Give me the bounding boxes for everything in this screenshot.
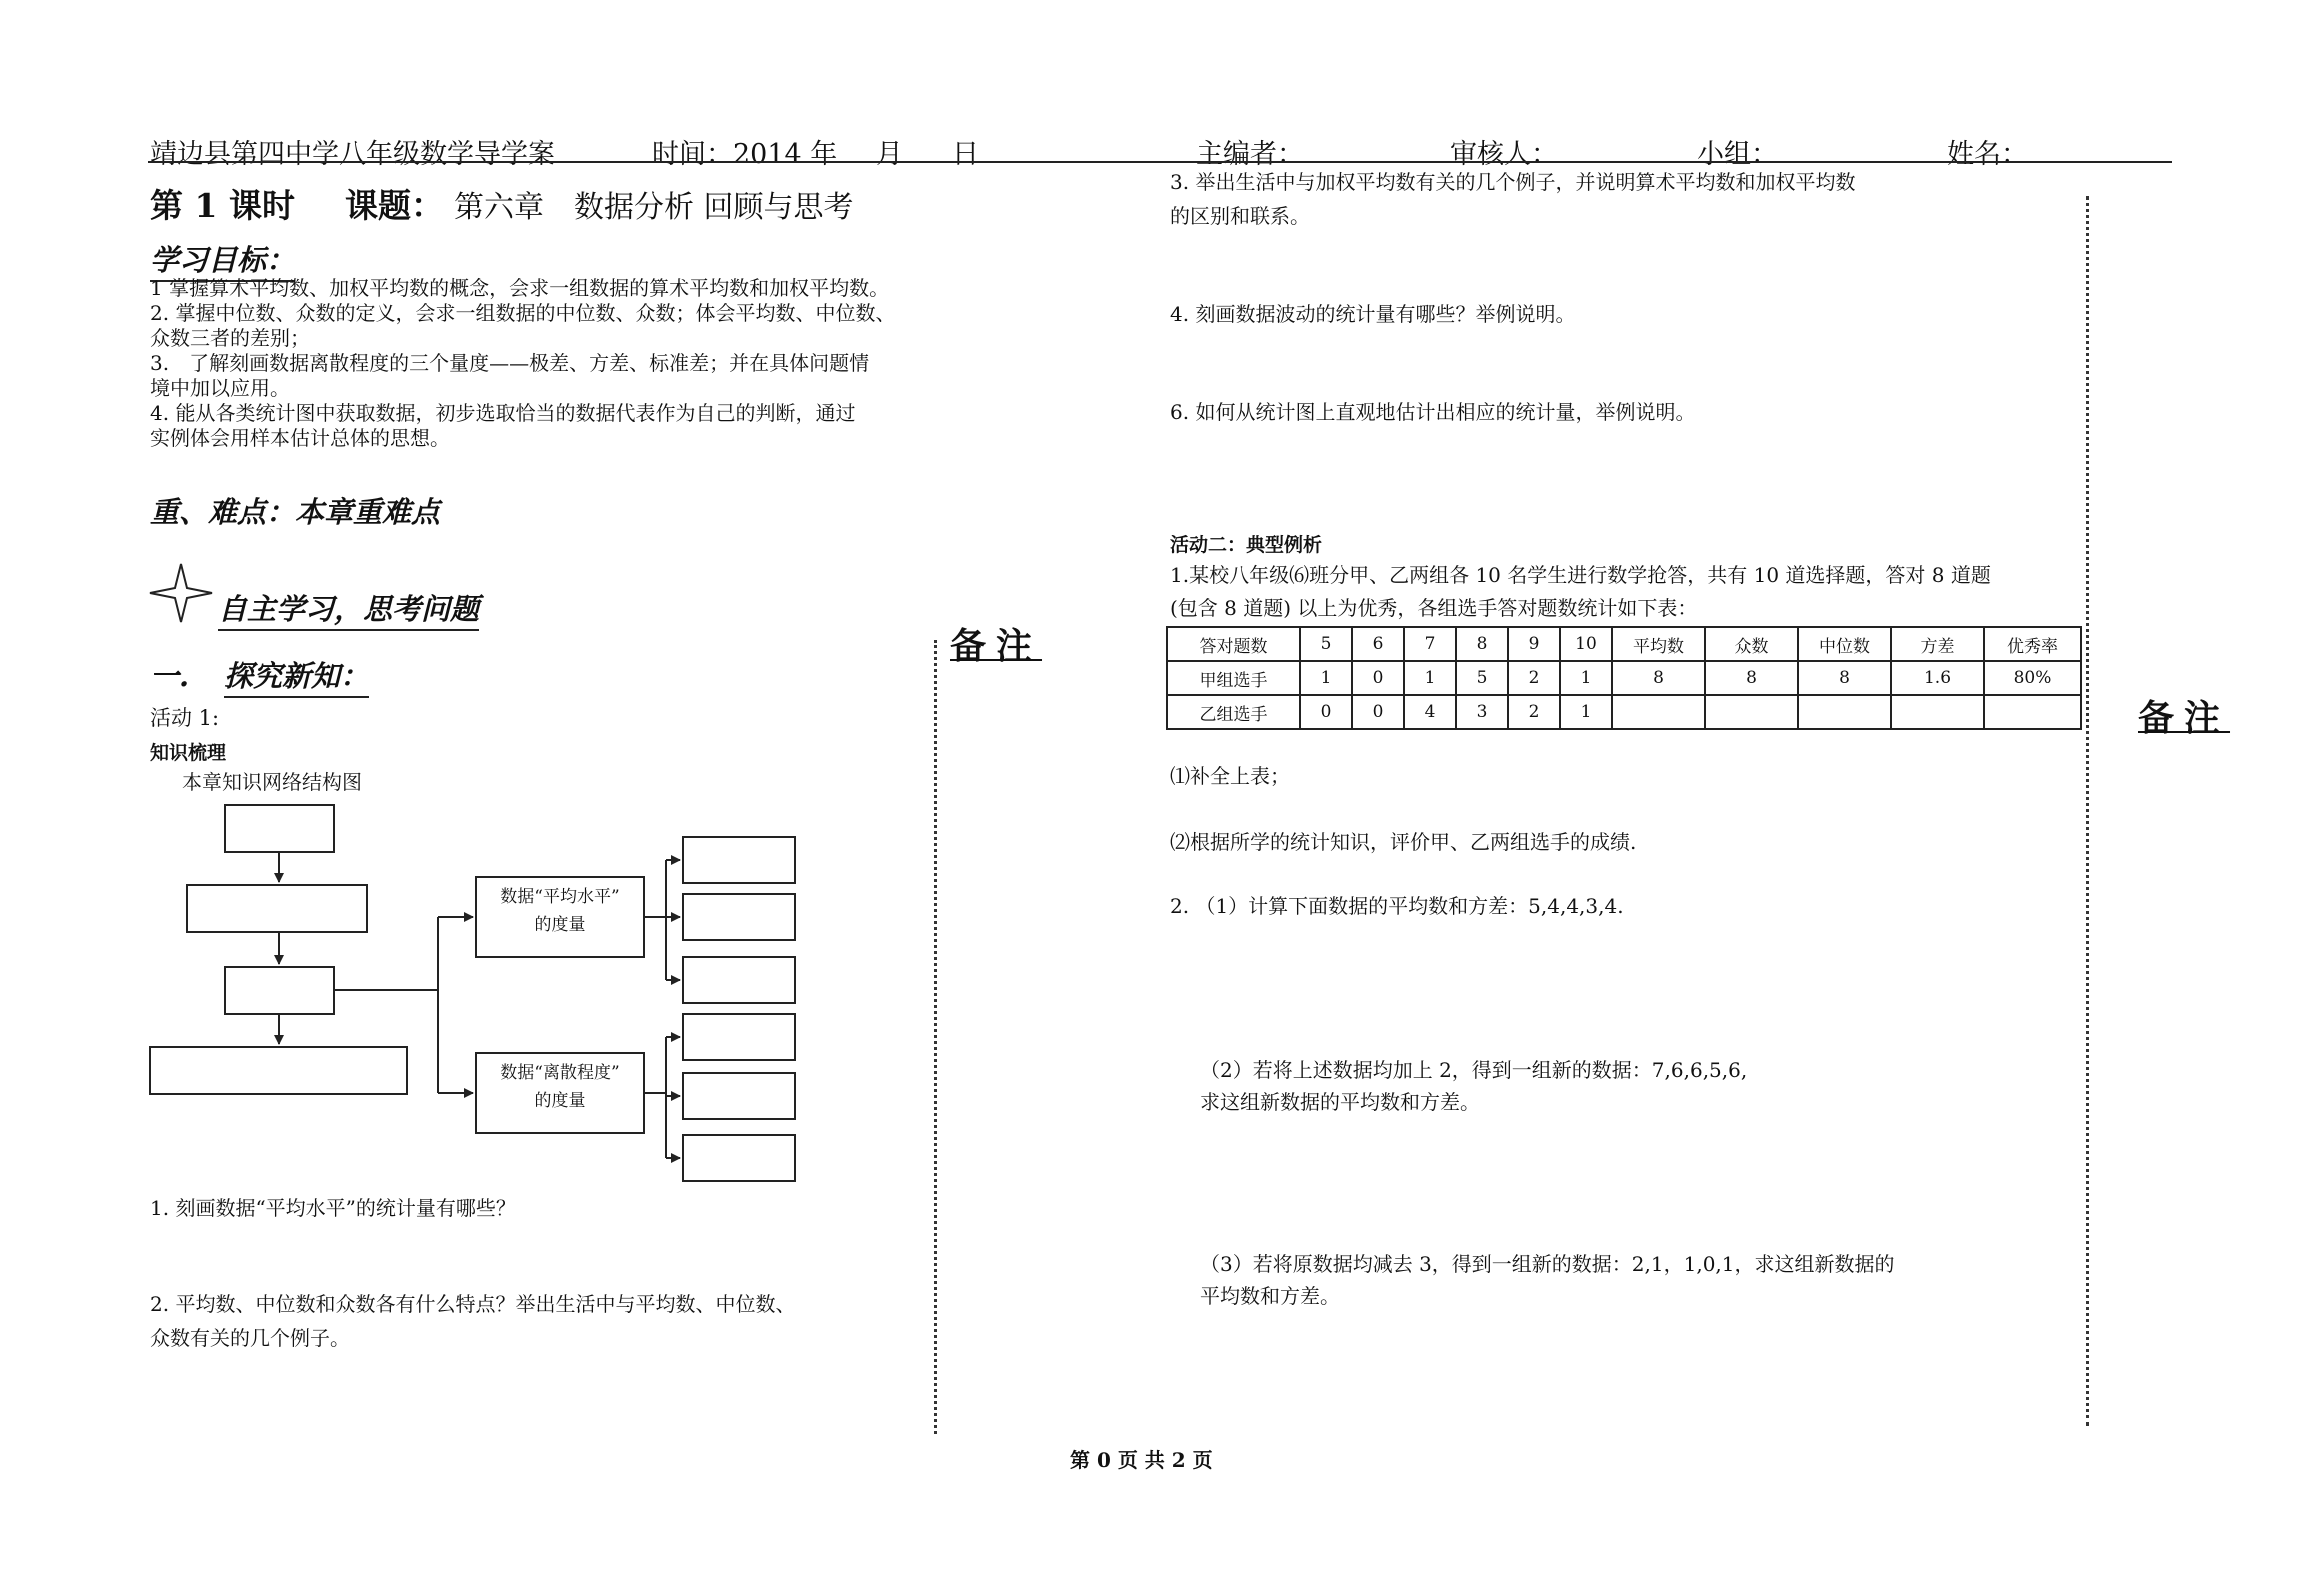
table-cell[interactable] xyxy=(1984,695,2081,729)
table-header-cell: 众数 xyxy=(1705,627,1798,661)
header-reviewer: 审核人： xyxy=(1450,139,1558,170)
table-cell: 80% xyxy=(1984,661,2081,695)
table-header-cell: 7 xyxy=(1404,627,1456,661)
objective-line: 4. 能从各类统计图中获取数据，初步选取恰当的数据代表作为自己的判断，通过 xyxy=(150,401,856,425)
table-header-cell: 答对题数 xyxy=(1167,627,1300,661)
table-cell: 1 xyxy=(1404,661,1456,695)
table-cell: 2 xyxy=(1508,661,1560,695)
score-table xyxy=(1166,626,2082,730)
remark-right: 备注 xyxy=(2138,697,2231,739)
table-header-cell: 优秀率 xyxy=(1984,627,2081,661)
table-header-cell: 5 xyxy=(1300,627,1352,661)
table-header-cell: 中位数 xyxy=(1798,627,1891,661)
table-cell[interactable] xyxy=(1891,695,1984,729)
problem-2-part2-line1: （2）若将上述数据均加上 2，得到一组新的数据：7,6,6,5,6, xyxy=(1200,1058,1748,1082)
table-cell: 1 xyxy=(1300,661,1352,695)
table-cell: 4 xyxy=(1404,695,1456,729)
sub-question-1: ⑴补全上表； xyxy=(1170,764,1290,788)
avg-level-line2: 的度量 xyxy=(534,915,586,935)
table-header-cell: 8 xyxy=(1456,627,1508,661)
table-cell: 甲组选手 xyxy=(1167,661,1300,695)
table-cell[interactable] xyxy=(1612,695,1705,729)
explore-number: 一. xyxy=(150,659,190,693)
table-cell: 乙组选手 xyxy=(1167,695,1300,729)
problem-2-part2-line2: 求这组新数据的平均数和方差。 xyxy=(1200,1090,1480,1114)
table-cell: 3 xyxy=(1456,695,1508,729)
question-3-line2: 的区别和联系。 xyxy=(1170,204,1310,228)
self-study-heading: 自主学习，思考问题 xyxy=(218,587,479,631)
table-header-cell: 方差 xyxy=(1891,627,1984,661)
table-cell: 0 xyxy=(1352,661,1404,695)
table-cell: 8 xyxy=(1798,661,1891,695)
objective-line: 1 掌握算术平均数、加权平均数的概念，会求一组数据的算术平均数和加权平均数。 xyxy=(150,276,890,300)
table-cell: 0 xyxy=(1300,695,1352,729)
table-cell: 8 xyxy=(1612,661,1705,695)
question-2-line2: 众数有关的几个例子。 xyxy=(150,1326,350,1350)
table-row xyxy=(1167,661,2081,695)
header-group: 小组： xyxy=(1697,139,1778,170)
table-header-cell: 6 xyxy=(1352,627,1404,661)
table-cell: 5 xyxy=(1456,661,1508,695)
lesson-number: 第 1 课时 xyxy=(150,186,295,225)
header-day: 日 xyxy=(952,139,979,170)
question-6: 6. 如何从统计图上直观地估计出相应的统计量，举例说明。 xyxy=(1170,400,1696,424)
header-school: 靖边县第四中学八年级数学导学案 xyxy=(150,139,555,170)
problem-2-part3-line2: 平均数和方差。 xyxy=(1200,1284,1340,1308)
topic-text: 第六章 数据分析 回顾与思考 xyxy=(453,190,854,225)
objective-line: 2. 掌握中位数、众数的定义，会求一组数据的中位数、众数；体会平均数、中位数、 xyxy=(150,301,896,325)
topic-label: 课题： xyxy=(344,186,444,225)
table-cell: 1 xyxy=(1560,661,1612,695)
table-header-cell: 平均数 xyxy=(1612,627,1705,661)
remark-left: 备注 xyxy=(950,625,1043,667)
left-margin-divider xyxy=(934,640,937,1434)
problem-1-line1: 1.某校八年级⑹班分甲、乙两组各 10 名学生进行数学抢答，共有 10 道选择题，答对 8 道题 xyxy=(1170,563,1991,587)
problem-1-line2: (包含 8 道题) 以上为优秀，各组选手答对题数统计如下表： xyxy=(1170,596,1698,620)
problem-2: 2. （1）计算下面数据的平均数和方差：5,4,4,3,4. xyxy=(1170,894,1624,918)
table-cell: 1 xyxy=(1560,695,1612,729)
table-cell: 8 xyxy=(1705,661,1798,695)
knowledge-label: 知识梳理 xyxy=(150,742,227,764)
activity2-heading: 活动二：典型例析 xyxy=(1170,534,1323,556)
objective-line: 众数三者的差别； xyxy=(150,326,310,350)
question-4: 4. 刻画数据波动的统计量有哪些？举例说明。 xyxy=(1170,302,1576,326)
question-1: 1. 刻画数据“平均水平”的统计量有哪些？ xyxy=(150,1196,516,1220)
sub-question-2: ⑵根据所学的统计知识，评价甲、乙两组选手的成绩. xyxy=(1170,830,1637,854)
objective-line: 3. 了解刻画数据离散程度的三个量度——极差、方差、标准差；并在具体问题情 xyxy=(150,351,870,375)
page-footer: 第 0 页 共 2 页 xyxy=(1070,1448,1213,1472)
table-header-cell: 10 xyxy=(1560,627,1612,661)
objective-line: 实例体会用样本估计总体的思想。 xyxy=(150,426,450,450)
activity1-label: 活动 1: xyxy=(150,706,220,730)
problem-2-part3-line1: （3）若将原数据均减去 3，得到一组新的数据：2,1，1,0,1，求这组新数据的 xyxy=(1200,1252,1895,1276)
dispersion-line2: 的度量 xyxy=(534,1091,586,1111)
question-3-line1: 3. 举出生活中与加权平均数有关的几个例子，并说明算术平均数和加权平均数 xyxy=(1170,170,1856,194)
table-cell[interactable] xyxy=(1798,695,1891,729)
explore-heading: 探究新知： xyxy=(224,654,369,698)
header-editor: 主编者： xyxy=(1196,139,1304,170)
dispersion-line1: 数据“离散程度” xyxy=(500,1063,620,1083)
question-2-line1: 2. 平均数、中位数和众数各有什么特点？举出生活中与平均数、中位数、 xyxy=(150,1292,796,1316)
avg-level-line1: 数据“平均水平” xyxy=(500,887,620,907)
table-cell: 0 xyxy=(1352,695,1404,729)
table-cell: 1.6 xyxy=(1891,661,1984,695)
objective-line: 境中加以应用。 xyxy=(150,376,290,400)
header-name: 姓名： xyxy=(1947,139,2028,170)
objectives-heading: 学习目标： xyxy=(150,238,295,282)
table-cell: 2 xyxy=(1508,695,1560,729)
header-month: 月 xyxy=(876,139,903,170)
diagram-caption: 本章知识网络结构图 xyxy=(182,770,362,794)
table-cell[interactable] xyxy=(1705,695,1798,729)
table-header-row xyxy=(1167,627,2081,661)
table-header-cell: 9 xyxy=(1508,627,1560,661)
header-time: 时间：2014 年 xyxy=(652,139,838,170)
table-row xyxy=(1167,695,2081,729)
right-margin-divider xyxy=(2086,196,2089,1426)
key-points: 重、难点：本章重难点 xyxy=(150,495,441,529)
